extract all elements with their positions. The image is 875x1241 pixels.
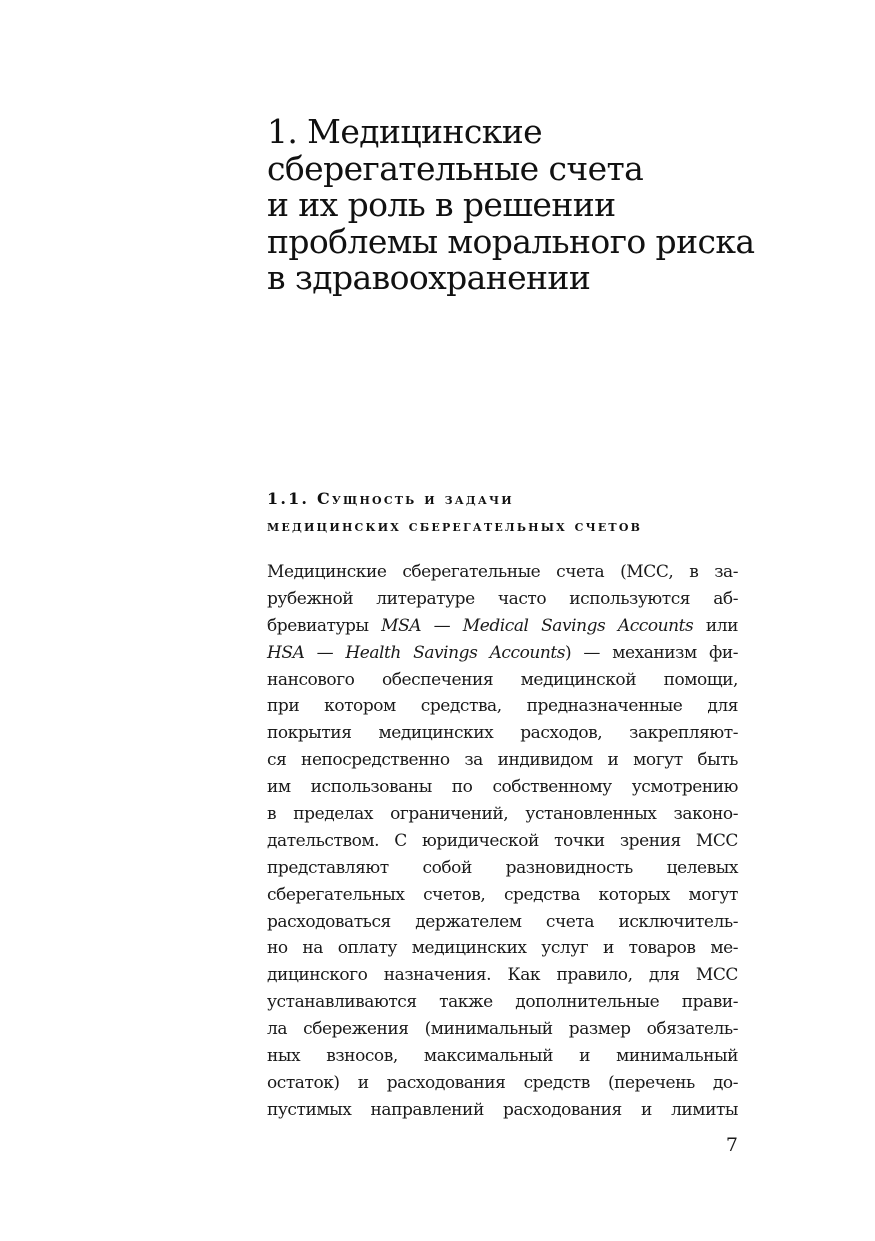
body-line xyxy=(267,720,738,747)
body-text-segment: остаток) и расходования средств (перечень до- xyxy=(267,1072,738,1093)
body-text-segment: дицинского назначения. Как правило, для МСС xyxy=(267,965,738,986)
body-text-segment: в пределах ограничений, установленных законо- xyxy=(267,804,738,825)
body-text-segment: им использованы по собственному усмотрению xyxy=(267,777,738,798)
chapter-title-line: сберегательные счета xyxy=(267,148,644,188)
body-line xyxy=(267,774,738,801)
body-text-segment: ) — механизм фи- xyxy=(565,642,739,663)
body-line xyxy=(267,828,738,855)
body-text-segment: сберегательных счетов, средства которых могут xyxy=(267,884,738,905)
body-line xyxy=(267,667,738,694)
body-line xyxy=(267,559,738,586)
body-line xyxy=(267,882,738,909)
body-line xyxy=(267,1070,738,1097)
body-text-segment: дательством. С юридической точки зрения МСС xyxy=(267,830,738,851)
body-text-segment: рубежной литературе часто используются аб- xyxy=(267,588,738,609)
body-line xyxy=(267,855,738,882)
body-line xyxy=(267,962,738,989)
body-line xyxy=(267,586,738,613)
body-line xyxy=(267,613,738,640)
body-text-segment: ся непосредственно за индивидом и могут быть xyxy=(267,750,738,771)
body-text-segment: ных взносов, максимальный и минимальный xyxy=(267,1046,738,1067)
body-line xyxy=(267,801,738,828)
body-line xyxy=(267,989,738,1016)
body-line xyxy=(267,1043,738,1070)
section-title-line: 1.1. Сущность и задачи xyxy=(267,489,514,508)
body-text-segment: расходоваться держателем счета исключитель- xyxy=(267,911,738,932)
body-line xyxy=(267,1016,738,1043)
section-title xyxy=(267,485,747,539)
body-text-segment: нансового обеспечения медицинской помощи, xyxy=(267,669,738,690)
chapter-title-line: в здравоохранении xyxy=(267,258,591,297)
body-line xyxy=(267,909,738,936)
page-number: 7 xyxy=(725,1134,738,1156)
body-text-segment: представляют собой разновидность целевых xyxy=(267,857,738,878)
chapter-title xyxy=(267,112,755,297)
body-line xyxy=(267,1097,738,1124)
body-line xyxy=(267,935,738,962)
body-line xyxy=(267,640,738,667)
body-italic-term: MSA — Medical Savings Accounts xyxy=(381,615,694,636)
body-text-segment: но на оплату медицинских услуг и товаров ме- xyxy=(267,938,738,959)
chapter-title-line: проблемы морального риска xyxy=(267,221,755,261)
body-text-segment: или xyxy=(693,615,738,636)
body-text-segment: при котором средства, предназначенные для xyxy=(267,696,738,717)
body-italic-term: HSA — Health Savings Accounts xyxy=(267,642,566,663)
section-title-line: медицинских сберегательных счетов xyxy=(267,516,643,535)
body-text-segment: ла сбережения (минимальный размер обязатель- xyxy=(267,1019,738,1040)
body-line xyxy=(267,747,738,774)
body-text-segment: Медицинские сберегательные счета (МСС, в за- xyxy=(267,562,738,582)
body-line xyxy=(267,693,738,720)
body-text-segment: устанавливаются также дополнительные прави- xyxy=(267,992,738,1013)
body-text-segment: пустимых направлений расходования и лимиты xyxy=(267,1099,738,1120)
body-text-segment: покрытия медицинских расходов, закрепляют- xyxy=(267,723,738,744)
body-paragraph xyxy=(267,559,738,1124)
chapter-title-line: и их роль в решении xyxy=(267,185,616,224)
body-text-segment: бревиатуры xyxy=(267,615,382,636)
chapter-title-line: 1. Медицинские xyxy=(267,112,543,151)
